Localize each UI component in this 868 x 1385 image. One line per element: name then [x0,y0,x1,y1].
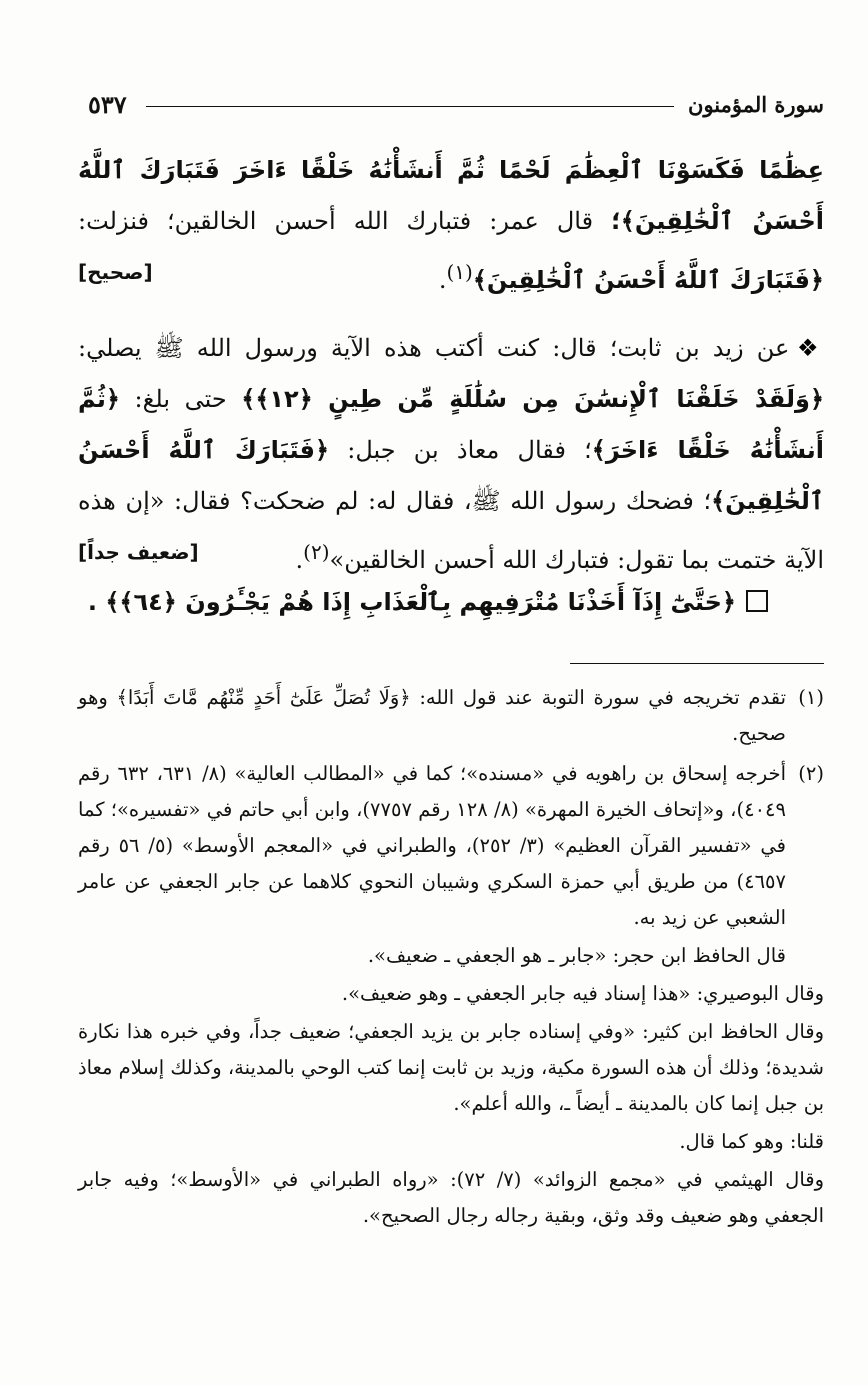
footnote-text: تقدم تخريجه في سورة التوبة عند قول الله: ﴿وَلَا تُصَلِّ عَلَىٰٓ أَحَدٍ مِّنْهُم مَّاتَ أَبَدًا﴾ وهو صحيح. [78,686,786,745]
ibn-kathir-quote: وقال الحافظ ابن كثير: «وفي إسناده جابر بن يزيد الجعفي؛ ضعيف جداً، وفي خبره هذا نكارة شديدة؛ وذلك أن هذه السورة مكية، وزيد بن ثابت إنما كتب الوحي بالمدينة، وكذلك إسلام معاذ بن جبل إنما كان بالمدينة ـ أيضاً ـ، والله أعلم». [78,1020,824,1115]
footnote-separator [570,663,824,664]
zaid-text-c: ؛ فقال معاذ بن جبل: [329,436,592,464]
sentence-end: . [438,266,447,294]
haythami-quote: وقال الهيثمي في «مجمع الزوائد» (٧/ ٧٢): «رواه الطبراني في «الأوسط»؛ وفيه جابر الجعفي وهو ضعيف وقد وثق، وبقية رجاله رجال الصحيح». [78,1168,825,1227]
next-ayah [78,588,768,616]
footnote-text: أخرجه إسحاق بن راهويه في «مسنده»؛ كما في «المطالب العالية» (٨/ ٦٣١، ٦٣٢ رقم ٤٠٤٩)، و«إتحاف الخيرة المهرة» (٨/ ١٢٨ رقم ٧٧٥٧)، وابن أبي حاتم في «تفسيره»؛ كما في «تفسير القرآن العظيم» (٣/ ٢٥٢)، والطبراني في «المعجم الأوسط» (٥/ ٥٦ رقم ٤٦٥٧) من طريق أبي حمزة السكري وشيبان النحوي كلاهما عن جابر الجعفي عن عامر الشعبي عن زيد به. [78,762,786,929]
grade-daif-jiddan: [ضعيف جداً] [78,540,199,564]
verse-fatabaraka: ﴿فَتَبَارَكَ ٱللَّهُ أَحْسَنُ ٱلْخَٰلِقِينَ﴾ [472,266,824,294]
paragraph-umar [78,145,824,306]
umar-text: قال عمر: فتبارك الله أحسن الخالقين؛ فنزلت: [78,207,594,235]
star-icon: ❖ [797,334,825,362]
paragraph-zaid [78,323,824,586]
footnote-ref-1[interactable]: (١) [446,260,473,284]
ayah-64-text: ﴿حَتَّىٰٓ إِذَآ أَخَذْنَا مُتْرَفِيهِم بِٱلْعَذَابِ إِذَا هُمْ يَجْـَٔرُونَ ﴿٦٤﴾﴾ . [87,588,736,616]
footnote-1 [78,680,824,752]
surah-name: سورة المؤمنون [688,92,824,117]
verse-fatabaraka-2: ﴿فَتَبَارَكَ ٱللَّهُ أَحْسَنُ ٱلْخَٰلِقِينَ﴾ [78,436,824,515]
footnote-ref-2[interactable]: (٢) [303,540,330,564]
paragraph-gap [78,306,824,323]
page-number: ٥٣٧ [88,90,127,119]
footnote-number: (٢) [798,762,824,785]
zaid-text-a: عن زيد بن ثابت؛ قال: كنت أكتب هذه الآية ورسول الله ﷺ يصلي: [78,334,797,362]
square-bullet-icon [746,590,768,612]
verse-walaqad: ﴿وَلَقَدْ خَلَقْنَا ٱلْإِنسَٰنَ مِن سُلَٰلَةٍ مِّن طِينٍ ﴿١٢﴾﴾ [241,385,825,413]
sentence-end-2: . [295,546,304,574]
header-rule [146,106,674,107]
ibn-hajar-quote: قال الحافظ ابن حجر: «جابر ـ هو الجعفي ـ ضعيف». [367,944,786,967]
busiri-quote: وقال البوصيري: «هذا إسناد فيه جابر الجعفي ـ وهو ضعيف». [341,982,824,1005]
main-text [78,145,824,586]
qulna-note: قلنا: وهو كما قال. [679,1130,824,1153]
footnotes [78,680,824,1234]
zaid-text-d: ؛ فضحك رسول الله ﷺ، فقال له: لم ضحكت؟ فقال: «إن هذه الآية ختمت بما تقول: فتبارك الله أحسن الخالقين» [78,487,824,574]
zaid-text-b: حتى بلغ: [119,385,242,413]
verse-thumma: ﴿ثُمَّ أَنشَأْنَٰهُ خَلْقًا ءَاخَرَ﴾ [78,385,825,464]
verse-tail: عِظَٰمًا فَكَسَوْنَا ٱلْعِظَٰمَ لَحْمًا ثُمَّ أَنشَأْنَٰهُ خَلْقًا ءَاخَرَ فَتَبَارَكَ ٱللَّهُ أَحْسَنُ ٱلْخَٰلِقِينَ﴾؛ [78,156,824,235]
grade-sahih: [صحيح] [78,260,153,284]
footnote-number: (١) [798,686,824,709]
footnote-2 [78,756,824,936]
page-header [88,92,824,122]
